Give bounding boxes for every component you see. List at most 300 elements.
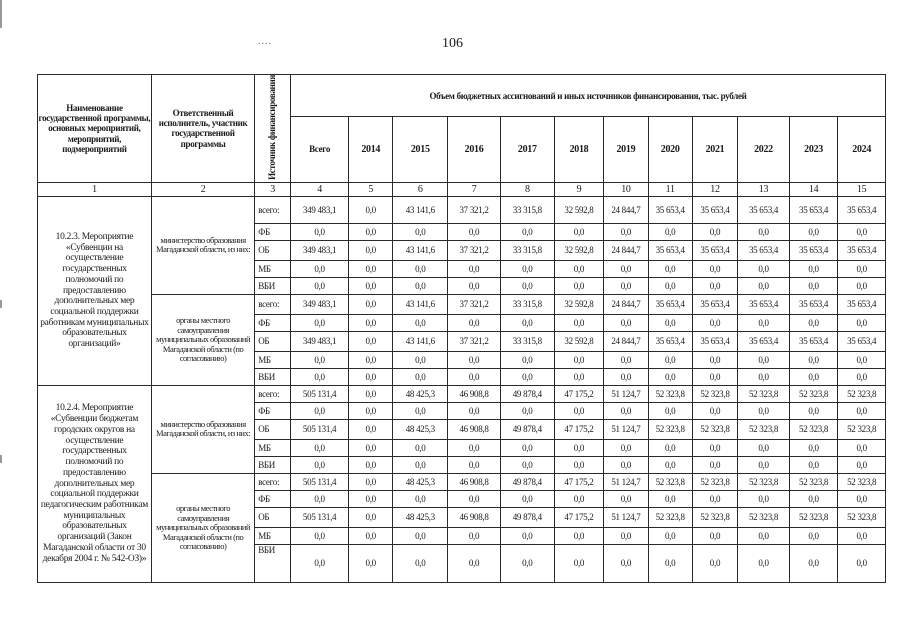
year-value-cell: 52 323,8 <box>738 419 790 439</box>
table-row <box>38 196 886 223</box>
year-value-cell: 48 425,3 <box>393 507 448 527</box>
year-value-cell: 0,0 <box>349 490 393 507</box>
funding-source-cell: всего: <box>255 294 291 314</box>
year-value-cell: 0,0 <box>838 277 886 294</box>
year-value-cell: 0,0 <box>604 439 648 456</box>
year-value-cell: 0,0 <box>554 527 604 544</box>
year-value-cell: 35 653,4 <box>838 240 886 260</box>
table-row <box>38 294 886 314</box>
year-value-cell: 0,0 <box>554 544 604 582</box>
year-value-cell: 52 323,8 <box>838 385 886 402</box>
total-value-cell: 505 131,4 <box>291 419 349 439</box>
year-value-cell: 0,0 <box>648 260 692 277</box>
year-value-cell: 52 323,8 <box>838 507 886 527</box>
executor-cell: министерство образования Магаданской области, из них: <box>151 385 254 473</box>
funding-source-cell: всего: <box>255 385 291 402</box>
column-number: 2 <box>151 182 254 196</box>
year-value-cell: 0,0 <box>789 439 838 456</box>
year-value-cell: 47 175,2 <box>554 385 604 402</box>
year-value-cell: 37 321,2 <box>448 240 501 260</box>
year-value-cell: 0,0 <box>738 456 790 473</box>
funding-source-cell: ОБ <box>255 419 291 439</box>
header-budget-volume: Объем бюджетных ассигнований и иных источников финансирования, тыс. рублей <box>291 75 886 117</box>
funding-source-cell: ФБ <box>255 223 291 240</box>
year-value-cell: 0,0 <box>349 331 393 351</box>
year-value-cell: 35 653,4 <box>738 240 790 260</box>
table-row <box>38 385 886 402</box>
year-value-cell: 0,0 <box>448 277 501 294</box>
funding-source-cell: ВБИ <box>255 544 291 582</box>
year-value-cell: 35 653,4 <box>692 294 737 314</box>
column-number: 5 <box>349 182 393 196</box>
year-value-cell: 32 592,8 <box>554 196 604 223</box>
header-year-2024: 2024 <box>838 117 886 183</box>
year-value-cell: 0,0 <box>648 490 692 507</box>
year-value-cell: 49 878,4 <box>500 419 554 439</box>
year-value-cell: 0,0 <box>738 544 790 582</box>
year-value-cell: 0,0 <box>500 490 554 507</box>
funding-source-cell: ФБ <box>255 490 291 507</box>
funding-source-cell: ВБИ <box>255 277 291 294</box>
column-numbers-row <box>38 182 886 196</box>
header-year-2020: 2020 <box>648 117 692 183</box>
year-value-cell: 0,0 <box>500 368 554 385</box>
year-value-cell: 51 124,7 <box>604 385 648 402</box>
year-value-cell: 0,0 <box>789 368 838 385</box>
year-value-cell: 24 844,7 <box>604 240 648 260</box>
column-number: 10 <box>604 182 648 196</box>
header-funding-source-text: Источник финансирования <box>266 75 277 180</box>
year-value-cell: 0,0 <box>349 223 393 240</box>
funding-source-cell: всего: <box>255 196 291 223</box>
column-number: 4 <box>291 182 349 196</box>
year-value-cell: 0,0 <box>604 490 648 507</box>
year-value-cell: 0,0 <box>554 277 604 294</box>
funding-source-cell: ОБ <box>255 240 291 260</box>
year-value-cell: 0,0 <box>738 351 790 368</box>
page-number: 106 <box>442 36 463 51</box>
year-value-cell: 52 323,8 <box>789 385 838 402</box>
year-value-cell: 0,0 <box>448 223 501 240</box>
year-value-cell: 35 653,4 <box>648 240 692 260</box>
year-value-cell: 0,0 <box>500 260 554 277</box>
year-value-cell: 35 653,4 <box>789 196 838 223</box>
year-value-cell: 0,0 <box>500 277 554 294</box>
total-value-cell: 349 483,1 <box>291 196 349 223</box>
year-value-cell: 0,0 <box>604 456 648 473</box>
year-value-cell: 48 425,3 <box>393 419 448 439</box>
year-value-cell: 0,0 <box>838 260 886 277</box>
year-value-cell: 35 653,4 <box>789 331 838 351</box>
year-value-cell: 0,0 <box>789 490 838 507</box>
year-value-cell: 0,0 <box>393 490 448 507</box>
year-value-cell: 0,0 <box>738 368 790 385</box>
year-value-cell: 0,0 <box>838 314 886 331</box>
year-value-cell: 0,0 <box>393 314 448 331</box>
year-value-cell: 0,0 <box>692 544 737 582</box>
year-value-cell: 52 323,8 <box>648 419 692 439</box>
total-value-cell: 349 483,1 <box>291 294 349 314</box>
year-value-cell: 0,0 <box>500 402 554 419</box>
year-value-cell: 37 321,2 <box>448 196 501 223</box>
year-value-cell: 0,0 <box>738 314 790 331</box>
year-value-cell: 0,0 <box>838 490 886 507</box>
executor-cell: министерство образования Магаданской области, из них: <box>151 196 254 294</box>
year-value-cell: 0,0 <box>789 402 838 419</box>
header-year-2023: 2023 <box>789 117 838 183</box>
header-year-2015: 2015 <box>393 117 448 183</box>
year-value-cell: 0,0 <box>738 223 790 240</box>
year-value-cell: 0,0 <box>838 402 886 419</box>
year-value-cell: 0,0 <box>349 507 393 527</box>
year-value-cell: 32 592,8 <box>554 294 604 314</box>
year-value-cell: 47 175,2 <box>554 507 604 527</box>
funding-source-cell: ФБ <box>255 314 291 331</box>
year-value-cell: 35 653,4 <box>648 196 692 223</box>
year-value-cell: 33 315,8 <box>500 196 554 223</box>
year-value-cell: 35 653,4 <box>838 331 886 351</box>
year-value-cell: 35 653,4 <box>692 240 737 260</box>
year-value-cell: 0,0 <box>648 456 692 473</box>
year-value-cell: 47 175,2 <box>554 473 604 490</box>
column-number: 3 <box>255 182 291 196</box>
year-value-cell: 0,0 <box>738 490 790 507</box>
program-name-cell: 10.2.4. Мероприятие «Субвенции бюджетам городских округов на осуществление государственных полномочий по предоставлению дополнительных мер социальной поддержки педагогическим работникам муниципальных образовательных организаций (Закон Магаданской области от 30 декабря 2004 г. № 542-ОЗ)» <box>38 385 152 582</box>
year-value-cell: 24 844,7 <box>604 331 648 351</box>
total-value-cell: 0,0 <box>291 260 349 277</box>
year-value-cell: 0,0 <box>789 456 838 473</box>
year-value-cell: 0,0 <box>349 240 393 260</box>
total-value-cell: 0,0 <box>291 223 349 240</box>
year-value-cell: 0,0 <box>604 527 648 544</box>
funding-source-cell: ОБ <box>255 331 291 351</box>
total-value-cell: 349 483,1 <box>291 240 349 260</box>
funding-source-cell: ВБИ <box>255 368 291 385</box>
year-value-cell: 52 323,8 <box>738 473 790 490</box>
column-number: 1 <box>38 182 152 196</box>
year-value-cell: 52 323,8 <box>648 385 692 402</box>
header-year-2017: 2017 <box>500 117 554 183</box>
year-value-cell: 0,0 <box>789 544 838 582</box>
year-value-cell: 46 908,8 <box>448 507 501 527</box>
year-value-cell: 52 323,8 <box>692 473 737 490</box>
year-value-cell: 0,0 <box>692 260 737 277</box>
year-value-cell: 33 315,8 <box>500 331 554 351</box>
year-value-cell: 52 323,8 <box>789 419 838 439</box>
year-value-cell: 0,0 <box>738 439 790 456</box>
year-value-cell: 52 323,8 <box>692 385 737 402</box>
year-value-cell: 0,0 <box>604 314 648 331</box>
year-value-cell: 52 323,8 <box>692 507 737 527</box>
column-number: 13 <box>738 182 790 196</box>
funding-source-cell: МБ <box>255 351 291 368</box>
year-value-cell: 0,0 <box>554 490 604 507</box>
year-value-cell: 0,0 <box>393 439 448 456</box>
year-value-cell: 37 321,2 <box>448 294 501 314</box>
year-value-cell: 0,0 <box>393 260 448 277</box>
year-value-cell: 0,0 <box>738 277 790 294</box>
year-value-cell: 0,0 <box>393 402 448 419</box>
funding-source-cell: МБ <box>255 527 291 544</box>
year-value-cell: 0,0 <box>448 351 501 368</box>
year-value-cell: 49 878,4 <box>500 507 554 527</box>
year-value-cell: 0,0 <box>500 439 554 456</box>
year-value-cell: 0,0 <box>789 527 838 544</box>
column-number: 8 <box>500 182 554 196</box>
year-value-cell: 43 141,6 <box>393 196 448 223</box>
year-value-cell: 0,0 <box>349 402 393 419</box>
year-value-cell: 49 878,4 <box>500 385 554 402</box>
year-value-cell: 0,0 <box>604 223 648 240</box>
year-value-cell: 0,0 <box>692 490 737 507</box>
year-value-cell: 0,0 <box>349 314 393 331</box>
year-value-cell: 0,0 <box>448 456 501 473</box>
column-number: 9 <box>554 182 604 196</box>
total-value-cell: 0,0 <box>291 368 349 385</box>
year-value-cell: 0,0 <box>500 544 554 582</box>
header-year-2016: 2016 <box>448 117 501 183</box>
year-value-cell: 52 323,8 <box>692 419 737 439</box>
column-number: 11 <box>648 182 692 196</box>
header-year-2018: 2018 <box>554 117 604 183</box>
year-value-cell: 0,0 <box>554 402 604 419</box>
year-value-cell: 0,0 <box>393 277 448 294</box>
year-value-cell: 0,0 <box>692 314 737 331</box>
year-value-cell: 0,0 <box>393 223 448 240</box>
year-value-cell: 32 592,8 <box>554 331 604 351</box>
total-value-cell: 0,0 <box>291 402 349 419</box>
header-year-2014: 2014 <box>349 117 393 183</box>
year-value-cell: 0,0 <box>554 368 604 385</box>
year-value-cell: 0,0 <box>838 439 886 456</box>
funding-source-cell: ВБИ <box>255 456 291 473</box>
year-value-cell: 37 321,2 <box>448 331 501 351</box>
total-value-cell: 0,0 <box>291 277 349 294</box>
year-value-cell: 0,0 <box>838 351 886 368</box>
year-value-cell: 52 323,8 <box>738 507 790 527</box>
year-value-cell: 0,0 <box>838 544 886 582</box>
year-value-cell: 35 653,4 <box>648 294 692 314</box>
year-value-cell: 51 124,7 <box>604 419 648 439</box>
year-value-cell: 0,0 <box>393 368 448 385</box>
year-value-cell: 0,0 <box>554 223 604 240</box>
year-value-cell: 0,0 <box>648 439 692 456</box>
header-year-2022: 2022 <box>738 117 790 183</box>
year-value-cell: 0,0 <box>692 527 737 544</box>
year-value-cell: 0,0 <box>349 196 393 223</box>
year-value-cell: 0,0 <box>692 456 737 473</box>
year-value-cell: 35 653,4 <box>789 240 838 260</box>
column-number: 6 <box>393 182 448 196</box>
year-value-cell: 0,0 <box>554 260 604 277</box>
year-value-cell: 0,0 <box>349 473 393 490</box>
year-value-cell: 49 878,4 <box>500 473 554 490</box>
scan-edge-mark <box>0 0 2 28</box>
year-value-cell: 0,0 <box>789 314 838 331</box>
total-value-cell: 0,0 <box>291 439 349 456</box>
header-total: Всего <box>291 117 349 183</box>
year-value-cell: 0,0 <box>393 456 448 473</box>
year-value-cell: 0,0 <box>349 419 393 439</box>
header-year-2019: 2019 <box>604 117 648 183</box>
scan-edge-mark <box>0 300 2 308</box>
year-value-cell: 0,0 <box>349 277 393 294</box>
year-value-cell: 0,0 <box>349 544 393 582</box>
year-value-cell: 33 315,8 <box>500 294 554 314</box>
year-value-cell: 24 844,7 <box>604 196 648 223</box>
year-value-cell: 0,0 <box>448 314 501 331</box>
funding-source-cell: МБ <box>255 439 291 456</box>
year-value-cell: 0,0 <box>604 544 648 582</box>
year-value-cell: 0,0 <box>648 402 692 419</box>
year-value-cell: 0,0 <box>789 223 838 240</box>
year-value-cell: 0,0 <box>648 544 692 582</box>
year-value-cell: 0,0 <box>500 314 554 331</box>
total-value-cell: 0,0 <box>291 456 349 473</box>
year-value-cell: 0,0 <box>648 527 692 544</box>
year-value-cell: 0,0 <box>349 351 393 368</box>
year-value-cell: 47 175,2 <box>554 419 604 439</box>
scan-edge-mark <box>0 455 2 463</box>
year-value-cell: 0,0 <box>648 277 692 294</box>
total-value-cell: 505 131,4 <box>291 473 349 490</box>
year-value-cell: 52 323,8 <box>648 473 692 490</box>
year-value-cell: 0,0 <box>692 402 737 419</box>
year-value-cell: 0,0 <box>838 456 886 473</box>
header-program-name: Наименование государственной программы, основных мероприятий, мероприятий, подмероприятий <box>38 75 152 183</box>
year-value-cell: 0,0 <box>692 351 737 368</box>
year-value-cell: 48 425,3 <box>393 385 448 402</box>
year-value-cell: 35 653,4 <box>738 294 790 314</box>
column-number: 15 <box>838 182 886 196</box>
year-value-cell: 0,0 <box>500 223 554 240</box>
year-value-cell: 51 124,7 <box>604 507 648 527</box>
total-value-cell: 0,0 <box>291 490 349 507</box>
total-value-cell: 0,0 <box>291 527 349 544</box>
year-value-cell: 0,0 <box>789 260 838 277</box>
year-value-cell: 33 315,8 <box>500 240 554 260</box>
year-value-cell: 46 908,8 <box>448 385 501 402</box>
total-value-cell: 0,0 <box>291 351 349 368</box>
year-value-cell: 0,0 <box>349 260 393 277</box>
year-value-cell: 0,0 <box>554 439 604 456</box>
header-funding-source <box>255 75 291 183</box>
year-value-cell: 0,0 <box>448 368 501 385</box>
year-value-cell: 0,0 <box>738 527 790 544</box>
year-value-cell: 35 653,4 <box>692 331 737 351</box>
scan-dots: .... <box>258 36 272 47</box>
year-value-cell: 0,0 <box>554 456 604 473</box>
year-value-cell: 0,0 <box>448 490 501 507</box>
total-value-cell: 0,0 <box>291 544 349 582</box>
year-value-cell: 0,0 <box>738 402 790 419</box>
year-value-cell: 0,0 <box>448 527 501 544</box>
year-value-cell: 0,0 <box>692 223 737 240</box>
year-value-cell: 0,0 <box>648 368 692 385</box>
year-value-cell: 0,0 <box>554 314 604 331</box>
year-value-cell: 35 653,4 <box>692 196 737 223</box>
header-executor: Ответственный исполнитель, участник государственной программы <box>151 75 254 183</box>
year-value-cell: 0,0 <box>738 260 790 277</box>
year-value-cell: 0,0 <box>838 368 886 385</box>
year-value-cell: 0,0 <box>500 351 554 368</box>
year-value-cell: 35 653,4 <box>738 331 790 351</box>
year-value-cell: 0,0 <box>648 314 692 331</box>
total-value-cell: 505 131,4 <box>291 385 349 402</box>
year-value-cell: 52 323,8 <box>838 419 886 439</box>
year-value-cell: 0,0 <box>692 368 737 385</box>
funding-source-cell: всего: <box>255 473 291 490</box>
year-value-cell: 35 653,4 <box>648 331 692 351</box>
year-value-cell: 0,0 <box>604 260 648 277</box>
total-value-cell: 349 483,1 <box>291 331 349 351</box>
year-value-cell: 48 425,3 <box>393 473 448 490</box>
year-value-cell: 0,0 <box>448 544 501 582</box>
year-value-cell: 0,0 <box>349 527 393 544</box>
header-year-2021: 2021 <box>692 117 737 183</box>
year-value-cell: 0,0 <box>393 544 448 582</box>
year-value-cell: 0,0 <box>838 527 886 544</box>
year-value-cell: 35 653,4 <box>789 294 838 314</box>
year-value-cell: 52 323,8 <box>789 473 838 490</box>
year-value-cell: 0,0 <box>692 439 737 456</box>
funding-source-cell: МБ <box>255 260 291 277</box>
year-value-cell: 0,0 <box>349 294 393 314</box>
program-name-cell: 10.2.3. Мероприятие «Субвенции на осуществление государственных полномочий по предоставлению дополнительных мер социальной поддержки работникам муниципальных образовательных организаций» <box>38 196 152 385</box>
year-value-cell: 24 844,7 <box>604 294 648 314</box>
column-number: 12 <box>692 182 737 196</box>
year-value-cell: 0,0 <box>604 277 648 294</box>
year-value-cell: 0,0 <box>604 351 648 368</box>
year-value-cell: 52 323,8 <box>738 385 790 402</box>
year-value-cell: 0,0 <box>448 402 501 419</box>
year-value-cell: 43 141,6 <box>393 331 448 351</box>
year-value-cell: 0,0 <box>692 277 737 294</box>
year-value-cell: 0,0 <box>554 351 604 368</box>
executor-cell: органы местного самоуправления муниципальных образований Магаданской области (по согласованию) <box>151 473 254 582</box>
executor-cell: органы местного самоуправления муниципальных образований Магаданской области (по согласованию) <box>151 294 254 385</box>
year-value-cell: 0,0 <box>349 385 393 402</box>
year-value-cell: 46 908,8 <box>448 419 501 439</box>
year-value-cell: 52 323,8 <box>648 507 692 527</box>
funding-source-cell: ФБ <box>255 402 291 419</box>
budget-table <box>37 74 886 583</box>
year-value-cell: 32 592,8 <box>554 240 604 260</box>
year-value-cell: 0,0 <box>604 368 648 385</box>
year-value-cell: 0,0 <box>349 456 393 473</box>
table-row <box>38 473 886 490</box>
year-value-cell: 52 323,8 <box>789 507 838 527</box>
year-value-cell: 0,0 <box>604 402 648 419</box>
year-value-cell: 0,0 <box>393 351 448 368</box>
year-value-cell: 43 141,6 <box>393 294 448 314</box>
year-value-cell: 0,0 <box>648 223 692 240</box>
year-value-cell: 46 908,8 <box>448 473 501 490</box>
year-value-cell: 0,0 <box>500 456 554 473</box>
year-value-cell: 35 653,4 <box>838 196 886 223</box>
year-value-cell: 35 653,4 <box>738 196 790 223</box>
year-value-cell: 0,0 <box>448 260 501 277</box>
year-value-cell: 51 124,7 <box>604 473 648 490</box>
year-value-cell: 0,0 <box>448 439 501 456</box>
total-value-cell: 0,0 <box>291 314 349 331</box>
year-value-cell: 0,0 <box>349 368 393 385</box>
column-number: 14 <box>789 182 838 196</box>
year-value-cell: 43 141,6 <box>393 240 448 260</box>
budget-table-body <box>38 196 886 582</box>
column-number: 7 <box>448 182 501 196</box>
year-value-cell: 0,0 <box>838 223 886 240</box>
